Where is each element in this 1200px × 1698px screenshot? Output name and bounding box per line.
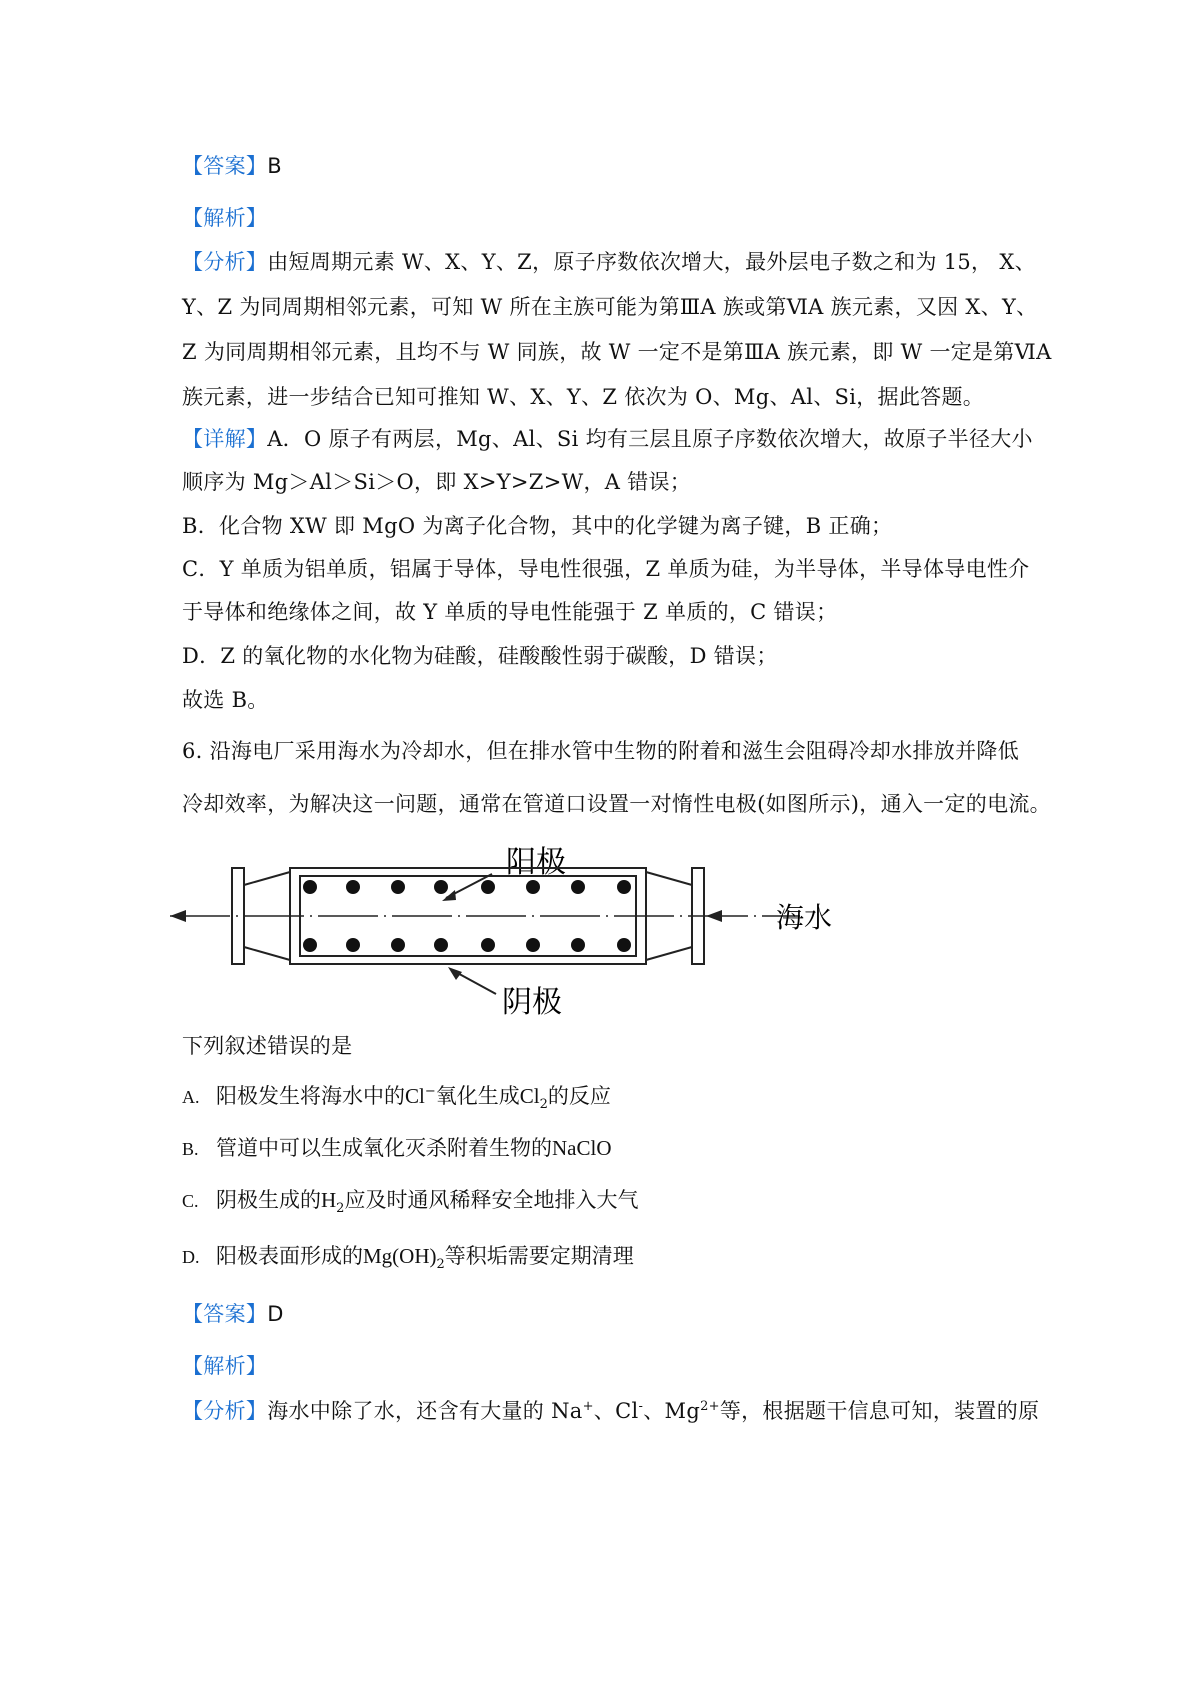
ion: Mg [664,1399,701,1423]
outflow-arrowhead [170,910,186,922]
detail-line-7: 故选 B。 [182,688,269,712]
seawater-label: 海水 [776,901,833,934]
option-letter: D. [182,1247,200,1267]
answer-tag: 【答案】 [182,154,268,178]
ion-charge: - [638,1399,644,1414]
formula-sub: 2 [336,1201,345,1217]
detail-line-3: B．化合物 XW 即 MgO 为离子化合物，其中的化学键为离子键，B 正确； [182,514,893,538]
option-c[interactable] [182,1184,638,1216]
ion-charge: + [582,1399,594,1414]
left-taper-bottom [244,947,290,960]
answer-line-2 [182,1298,284,1328]
option-letter: A. [182,1087,200,1107]
inflow-arrowhead [706,910,722,922]
ion-charge: 2+ [700,1399,720,1414]
cathode-electrodes [303,938,631,952]
formula: H [321,1188,337,1212]
anode-label: 阳极 [506,845,566,880]
option-b[interactable] [182,1132,612,1162]
option-text: 管道中可以生成氧化灭杀附着生物的 [216,1136,552,1160]
left-taper-top [244,872,290,885]
option-a[interactable] [182,1080,611,1112]
formula-sup: − [424,1084,436,1099]
fenxi-tag: 【分析】 [182,1399,268,1423]
analysis-tag: 【解析】 [182,206,268,230]
formula: NaClO [552,1136,612,1160]
formula: Cl [519,1084,540,1108]
cathode-pointer-arrowhead [448,967,462,980]
option-letter: B. [182,1139,199,1159]
analysis-text: 等，根据题干信息可知，装置的原 [719,1399,1040,1423]
analysis-line-1 [182,246,1036,276]
formula: Mg(OH) [363,1244,437,1268]
analysis2-line-1: 【分析】海水中除了水，还含有大量的 Na+、Cl-、$Mg^{2+}$等，根据题干信息可知，装置的原 [182,1399,1040,1423]
right-taper-bottom [646,947,692,960]
option-text: 应及时通风稀释安全地排入大气 [344,1188,639,1212]
answer-value: B [267,154,282,178]
detail-line-1 [182,423,1033,453]
answer-line [182,150,282,180]
option-letter: C. [182,1191,199,1211]
analysis-tag-2: 【解析】 [182,1354,268,1378]
option-text: 阴极生成的 [216,1188,321,1212]
detail-tag: 【详解】 [182,427,268,451]
formula: Cl [405,1084,425,1108]
analysis-text: 由短周期元素 W、X、Y、Z，原子序数依次增大，最外层电子数之和为 15， X、 [267,250,1036,274]
option-d[interactable] [182,1240,634,1272]
question-prompt: 下列叙述错误的是 [182,1034,353,1058]
option-text: 阳极表面形成的 [216,1244,363,1268]
ion: Na [551,1399,583,1423]
question-line-1: 6. 沿海电厂采用海水为冷却水，但在排水管中生物的附着和滋生会阻碍冷却水排放并降低 [182,739,1020,763]
detail-line-5: 于导体和绝缘体之间，故 Y 单质的导电性能强于 Z 单质的，C 错误； [182,600,838,624]
detail-line-6: D．Z 的氧化物的水化物为硅酸，硅酸酸性弱于碳酸，D 错误； [182,644,778,668]
formula-sub: 2 [436,1257,445,1273]
option-text: 等积垢需要定期清理 [444,1244,634,1268]
analysis-line-4: 族元素，进一步结合已知可推知 W、X、Y、Z 依次为 O、Mg、Al、Si，据此答题。 [182,385,985,409]
option-text: 氧化生成 [435,1084,520,1108]
detail-line-4: C．Y 单质为铝单质，铝属于导体，导电性很强，Z 单质为硅，为半导体，半导体导电性介 [182,557,1030,581]
formula-sub: 2 [539,1097,548,1113]
option-text: 阳极发生将海水中的 [216,1084,405,1108]
analysis-line-2: Y、Z 为同周期相邻元素，可知 W 所在主族可能为第ⅢA 族或第ⅥA 族元素，又因 X、Y、 [182,295,1038,319]
analysis-line-3: Z 为同周期相邻元素，且均不与 W 同族，故 W 一定不是第ⅢA 族元素，即 W 一定是第ⅥA [182,340,1052,364]
answer-value: D [267,1302,284,1326]
cathode-label: 阴极 [502,985,562,1020]
fenxi-tag: 【分析】 [182,250,268,274]
answer-tag: 【答案】 [182,1302,268,1326]
question-line-2: 冷却效率，为解决这一问题，通常在管道口设置一对惰性电极(如图所示)，通入一定的电流。 [182,792,1051,816]
analysis-text: 海水中除了水，还含有大量的 [267,1399,545,1423]
detail-text: A．O 原子有两层，Mg、Al、Si 均有三层且原子序数依次增大，故原子半径大小 [267,427,1033,451]
detail-line-2: 顺序为 Mg＞Al＞Si＞O，即 X>Y>Z>W，A 错误； [182,470,692,494]
option-text: 的反应 [547,1084,611,1108]
ion: Cl [615,1399,639,1423]
right-taper-top [646,872,692,885]
electrode-pipe-figure [170,845,890,1040]
